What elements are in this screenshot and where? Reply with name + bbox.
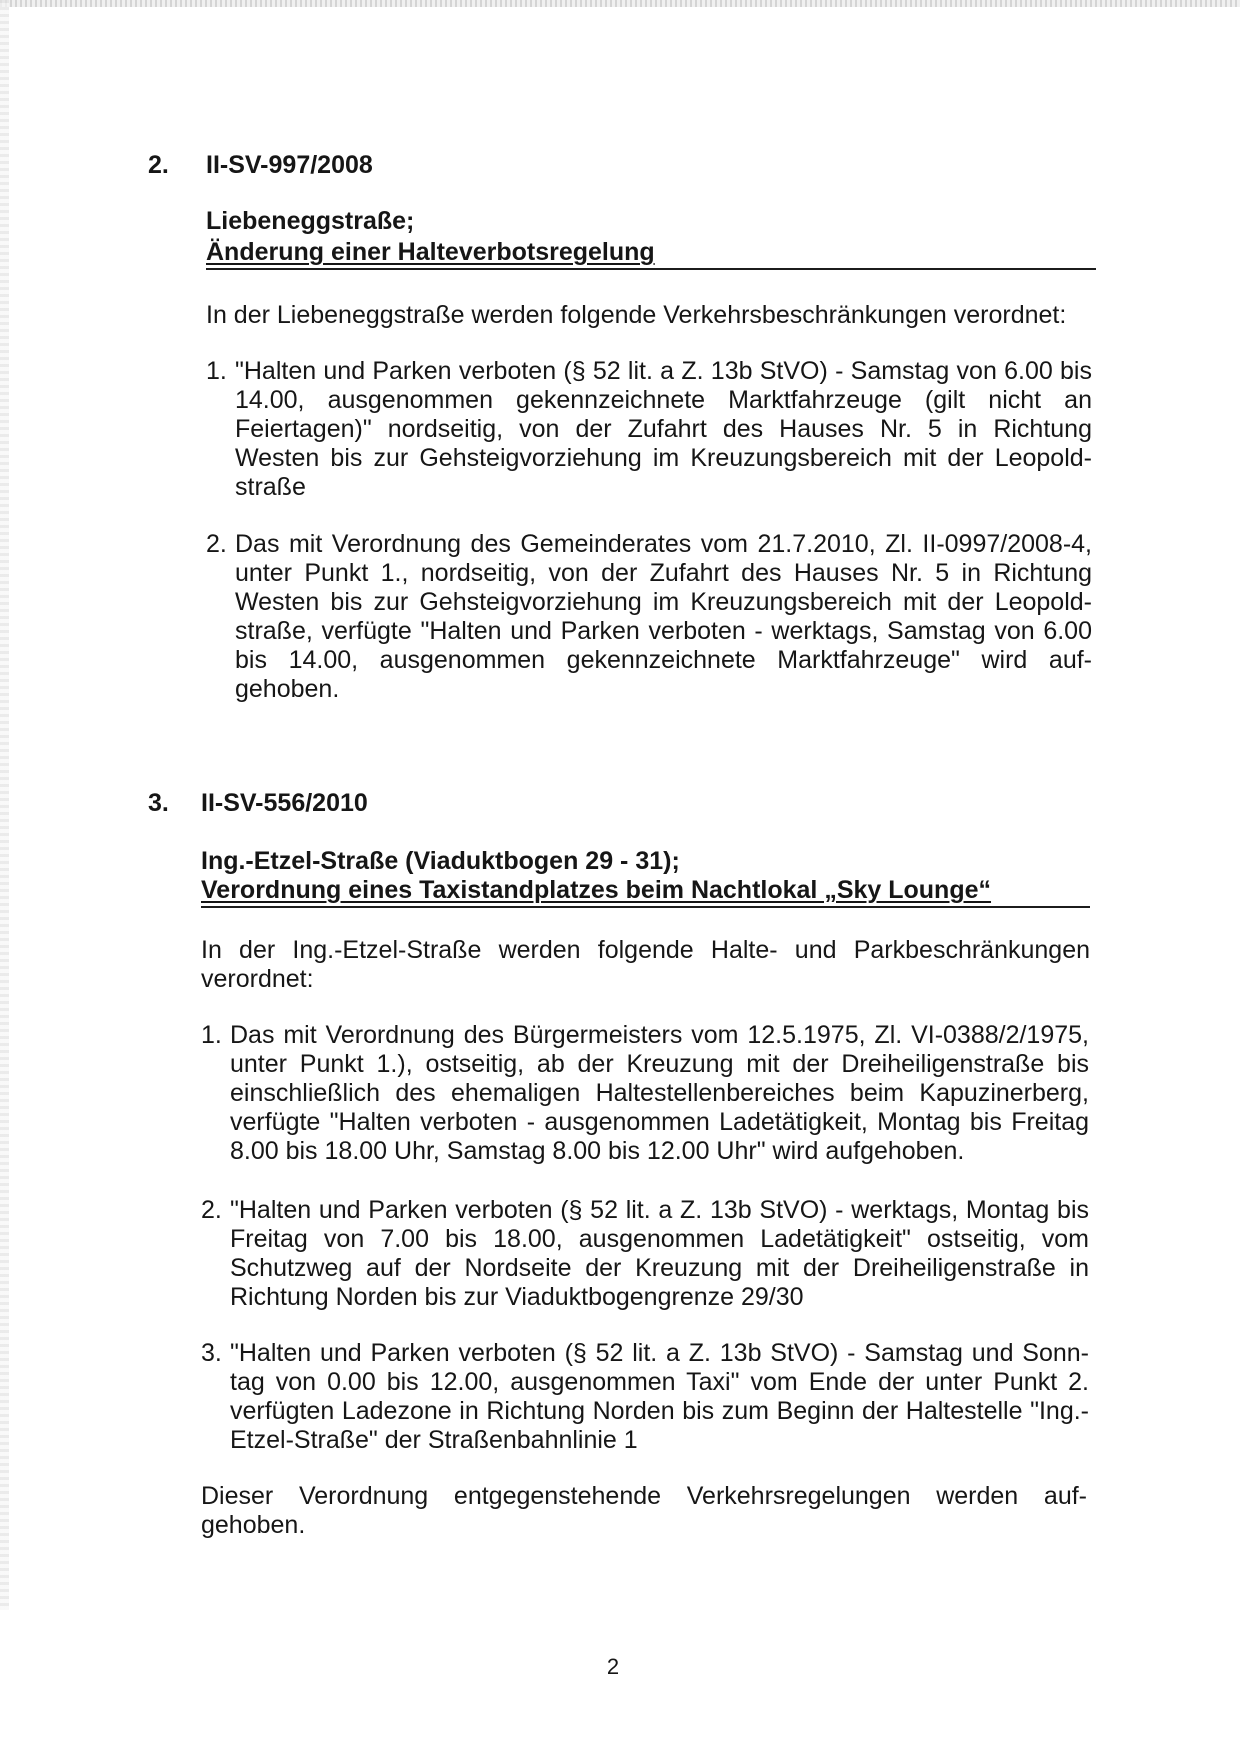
paragraph-line: Freitag von 7.00 bis 18.00, ausgenommen Ladetätigkeit" ostseitig, vom xyxy=(230,1225,1089,1253)
paragraph-line: "Halten und Parken verboten (§ 52 lit. a Z. 13b StVO) - Samstag von 6.00 bis xyxy=(235,357,1092,385)
paragraph-line: Das mit Verordnung des Gemeinderates vom 21.7.2010, Zl. II-0997/2008-4, xyxy=(235,530,1092,558)
paragraph-line: straße xyxy=(235,473,306,501)
list-item-number: 3. xyxy=(201,1339,222,1367)
title-rule xyxy=(206,268,1096,270)
section-intro: In der Liebeneggstraße werden folgende Verkehrsbeschränkungen verordnet: xyxy=(206,301,1067,329)
paragraph-line: "Halten und Parken verboten (§ 52 lit. a Z. 13b StVO) - Samstag und Sonn- xyxy=(230,1339,1089,1367)
paragraph-line: Dieser Verordnung entgegenstehende Verkehrsregelungen werden auf- xyxy=(201,1482,1087,1510)
paragraph-line: Schutzweg auf der Nordseite der Kreuzung mit der Dreiheiligenstraße in xyxy=(230,1254,1089,1282)
paragraph-line: einschließlich des ehemaligen Haltestellenbereiches beim Kapuzinerberg, xyxy=(230,1079,1089,1107)
paragraph-line: tag von 0.00 bis 12.00, ausgenommen Taxi" vom Ende der unter Punkt 2. xyxy=(230,1368,1089,1396)
scan-edge-top xyxy=(0,0,1240,7)
paragraph-line: gehoben. xyxy=(201,1511,306,1539)
case-number: II-SV-997/2008 xyxy=(206,151,373,179)
paragraph-line: Das mit Verordnung des Bürgermeisters vom 12.5.1975, Zl. VI-0388/2/1975, xyxy=(230,1021,1089,1049)
section-number: 2. xyxy=(148,151,169,179)
paragraph-line: Etzel-Straße" der Straßenbahnlinie 1 xyxy=(230,1426,638,1454)
paragraph-line: verfügten Ladezone in Richtung Norden bis zum Beginn der Haltestelle "Ing.- xyxy=(230,1397,1089,1425)
list-item-number: 1. xyxy=(206,357,227,385)
paragraph-line: bis 14.00, ausgenommen gekennzeichnete Marktfahrzeuge" wird auf- xyxy=(235,646,1092,674)
paragraph-line: 8.00 bis 18.00 Uhr, Samstag 8.00 bis 12.00 Uhr" wird aufgehoben. xyxy=(230,1137,965,1165)
paragraph-line: unter Punkt 1.), ostseitig, ab der Kreuzung mit der Dreiheiligenstraße bis xyxy=(230,1050,1089,1078)
list-item-number: 2. xyxy=(201,1196,222,1224)
case-number: II-SV-556/2010 xyxy=(201,789,368,817)
title-rule xyxy=(201,906,1090,908)
paragraph-line: 14.00, ausgenommen gekennzeichnete Marktfahrzeuge (gilt nicht an xyxy=(235,386,1092,414)
paragraph-line: verordnet: xyxy=(201,965,314,993)
section-title-street: Liebeneggstraße; xyxy=(206,207,415,235)
section-title-subject: Änderung einer Halteverbotsregelung xyxy=(206,238,655,266)
paragraph-line: gehoben. xyxy=(235,675,340,703)
section-title-street: Ing.-Etzel-Straße (Viaduktbogen 29 - 31); xyxy=(201,847,680,875)
paragraph-line: In der Ing.-Etzel-Straße werden folgende Halte- und Parkbeschränkungen xyxy=(201,936,1090,964)
list-item-number: 2. xyxy=(206,530,227,558)
paragraph-line: verfügte "Halten verboten - ausgenommen Ladetätigkeit, Montag bis Freitag xyxy=(230,1108,1089,1136)
paragraph-line: Westen bis zur Gehsteigvorziehung im Kreuzungsbereich mit der Leopold- xyxy=(235,588,1092,616)
paragraph-line: unter Punkt 1., nordseitig, von der Zufahrt des Hauses Nr. 5 in Richtung xyxy=(235,559,1092,587)
list-item-number: 1. xyxy=(201,1021,222,1049)
paragraph-line: "Halten und Parken verboten (§ 52 lit. a Z. 13b StVO) - werktags, Montag bis xyxy=(230,1196,1089,1224)
section-title-subject: Verordnung eines Taxistandplatzes beim Nachtlokal „Sky Lounge“ xyxy=(201,876,992,904)
section-number: 3. xyxy=(148,789,169,817)
paragraph-line: Feiertagen)" nordseitig, von der Zufahrt des Hauses Nr. 5 in Richtung xyxy=(235,415,1092,443)
page-number: 2 xyxy=(606,1654,620,1679)
scan-edge-left xyxy=(0,0,9,1610)
paragraph-line: Westen bis zur Gehsteigvorziehung im Kreuzungsbereich mit der Leopold- xyxy=(235,444,1092,472)
paragraph-line: straße, verfügte "Halten und Parken verboten - werktags, Samstag von 6.00 xyxy=(235,617,1092,645)
paragraph-line: Richtung Norden bis zur Viaduktbogengrenze 29/30 xyxy=(230,1283,804,1311)
